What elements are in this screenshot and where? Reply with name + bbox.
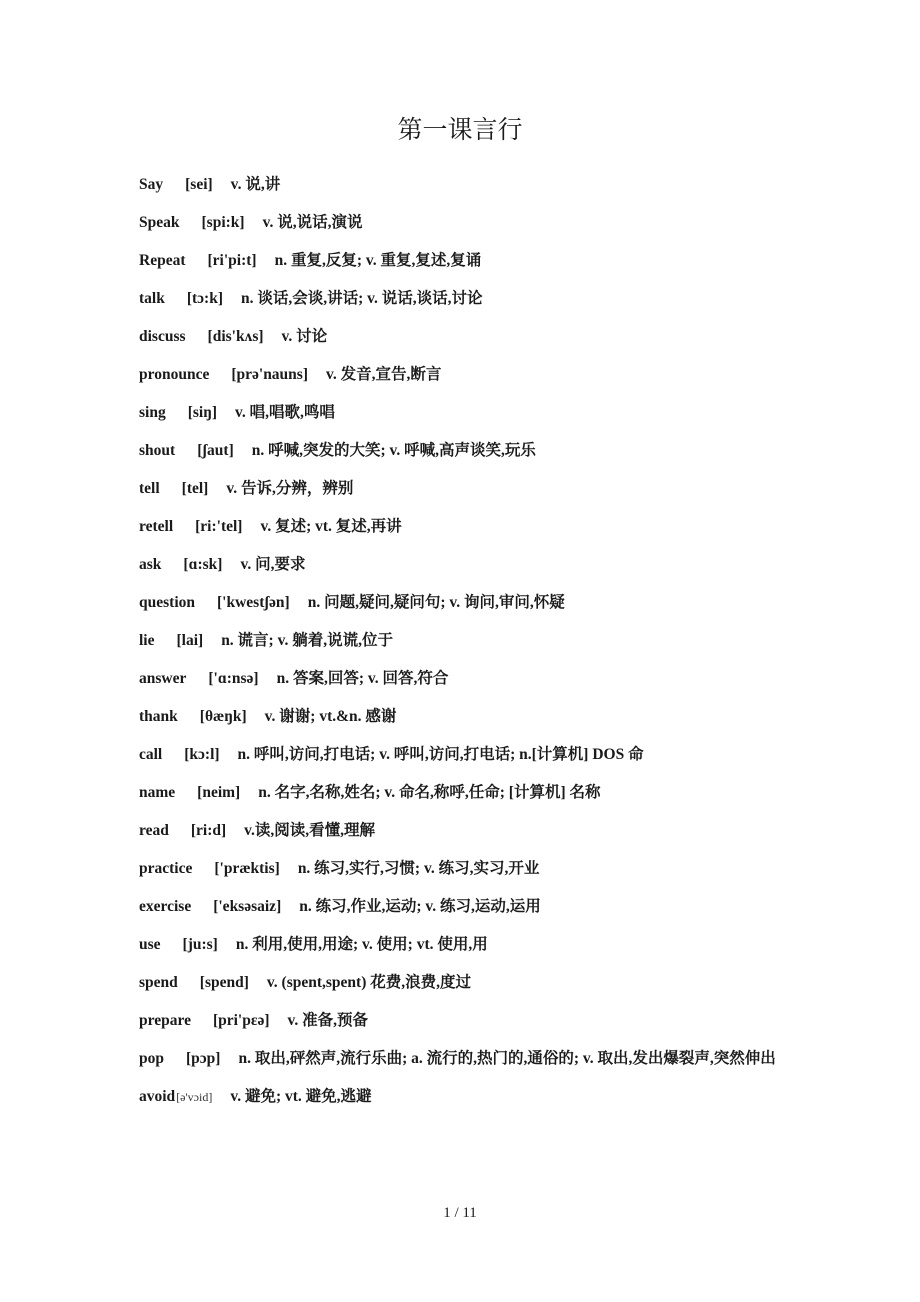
- vocab-definition: v. 唱,唱歌,鸣唱: [235, 404, 335, 421]
- vocab-phonetic: [ə'vɔid]: [176, 1090, 213, 1104]
- vocab-phonetic: [pɔp]: [186, 1050, 221, 1067]
- vocab-word: thank: [139, 708, 178, 725]
- vocab-phonetic: ['ɑ:nsə]: [208, 670, 259, 687]
- vocab-phonetic: [tel]: [181, 480, 209, 497]
- vocab-phonetic: [lai]: [176, 632, 204, 649]
- vocab-entry: [139, 660, 791, 698]
- vocab-entry: [139, 470, 791, 508]
- vocab-word: lie: [139, 632, 155, 649]
- vocab-entry: [139, 926, 791, 964]
- vocab-entry: [139, 812, 791, 850]
- vocab-entry: [139, 166, 791, 204]
- vocab-definition: n. 利用,使用,用途; v. 使用; vt. 使用,用: [235, 936, 488, 953]
- vocab-phonetic: [ɑ:sk]: [183, 556, 223, 573]
- vocab-definition: n. 名字,名称,姓名; v. 命名,称呼,任命; [计算机] 名称: [258, 784, 601, 801]
- vocab-word: Speak: [139, 214, 180, 231]
- vocab-definition: v. (spent,spent) 花费,浪费,度过: [266, 974, 471, 991]
- vocab-entry: [139, 888, 791, 926]
- vocabulary-list: [139, 166, 791, 1116]
- vocab-word: answer: [139, 670, 187, 687]
- vocab-phonetic: [ri:'tel]: [195, 518, 243, 535]
- page-title: 第一课言行: [397, 117, 523, 144]
- vocab-entry: [139, 432, 791, 470]
- vocab-word: Repeat: [139, 252, 186, 269]
- vocab-word: question: [139, 594, 195, 611]
- vocab-definition: v. 发音,宣告,断言: [326, 366, 442, 383]
- vocab-entry: [139, 394, 791, 432]
- vocab-phonetic: [ri:d]: [190, 822, 227, 839]
- vocab-definition: n. 答案,回答; v. 回答,符合: [276, 670, 449, 687]
- vocab-definition: n. 谈话,会谈,讲话; v. 说话,谈话,讨论: [241, 290, 483, 307]
- vocab-definition: v. 谢谢; vt.&n. 感谢: [264, 708, 397, 725]
- vocab-phonetic: ['eksəsaiz]: [213, 898, 282, 915]
- vocab-entry: [139, 1040, 791, 1078]
- vocab-definition: n. 谎言; v. 躺着,说谎,位于: [221, 632, 393, 649]
- vocab-phonetic: [ʃaut]: [197, 442, 234, 459]
- vocab-word: pronounce: [139, 366, 210, 383]
- vocab-entry: [139, 774, 791, 812]
- vocab-word: shout: [139, 442, 176, 459]
- vocab-entry: [139, 584, 791, 622]
- vocab-entry: [139, 1078, 791, 1116]
- vocab-entry: [139, 318, 791, 356]
- vocab-word: exercise: [139, 898, 192, 915]
- vocab-definition: v. 复述; vt. 复述,再讲: [260, 518, 402, 535]
- vocab-definition: n. 呼叫,访问,打电话; v. 呼叫,访问,打电话; n.[计算机] DOS 命: [237, 746, 644, 763]
- vocab-word: discuss: [139, 328, 186, 345]
- vocab-entry: [139, 280, 791, 318]
- vocab-phonetic: [dis'kʌs]: [207, 328, 264, 345]
- vocab-entry: [139, 1002, 791, 1040]
- vocab-phonetic: [ri'pi:t]: [207, 252, 257, 269]
- vocab-word: use: [139, 936, 161, 953]
- vocab-phonetic: [tɔ:k]: [186, 290, 223, 307]
- vocab-entry: [139, 242, 791, 280]
- vocab-definition: v. 讨论: [281, 328, 328, 345]
- vocab-word: call: [139, 746, 163, 763]
- vocab-entry: [139, 698, 791, 736]
- vocab-entry: [139, 508, 791, 546]
- vocab-entry: [139, 622, 791, 660]
- vocab-definition: n. 练习,实行,习惯; v. 练习,实习,开业: [297, 860, 540, 877]
- vocab-definition: v. 说,说话,演说: [262, 214, 363, 231]
- vocab-word: spend: [139, 974, 178, 991]
- vocab-phonetic: [sei]: [185, 176, 213, 193]
- vocab-phonetic: [kɔ:l]: [184, 746, 220, 763]
- vocab-entry: [139, 356, 791, 394]
- vocab-definition: v.读,阅读,看懂,理解: [244, 822, 376, 839]
- vocab-word: pop: [139, 1050, 164, 1067]
- vocab-word: prepare: [139, 1012, 191, 1029]
- vocab-word: tell: [139, 480, 160, 497]
- vocab-word: practice: [139, 860, 193, 877]
- vocab-entry: [139, 964, 791, 1002]
- vocab-definition: n. 重复,反复; v. 重复,复述,复诵: [274, 252, 482, 269]
- vocab-entry: [139, 736, 791, 774]
- vocab-definition: v. 告诉,分辨，辨别: [226, 480, 354, 497]
- vocab-phonetic: [spend]: [199, 974, 249, 991]
- page-number: 1 / 11: [443, 1205, 477, 1221]
- vocab-phonetic: [siŋ]: [187, 404, 218, 421]
- vocab-word: name: [139, 784, 176, 801]
- vocab-word: ask: [139, 556, 162, 573]
- vocab-definition: n. 呼喊,突发的大笑; v. 呼喊,高声谈笑,玩乐: [251, 442, 536, 459]
- vocab-definition: v. 准备,预备: [287, 1012, 369, 1029]
- vocab-phonetic: [θæŋk]: [199, 708, 247, 725]
- vocab-word: avoid: [139, 1088, 176, 1105]
- vocab-definition: v. 避免; vt. 避免,逃避: [230, 1088, 372, 1105]
- vocab-definition: v. 问,要求: [240, 556, 306, 573]
- vocab-definition: n. 问题,疑问,疑问句; v. 询问,审问,怀疑: [307, 594, 565, 611]
- vocab-word: sing: [139, 404, 166, 421]
- vocab-phonetic: [neim]: [197, 784, 241, 801]
- vocab-phonetic: [prə'nauns]: [231, 366, 308, 383]
- vocab-entry: [139, 850, 791, 888]
- vocab-entry: [139, 204, 791, 242]
- vocab-phonetic: [spi:k]: [201, 214, 245, 231]
- vocab-entry: [139, 546, 791, 584]
- vocab-definition: v. 说,讲: [230, 176, 281, 193]
- vocab-word: Say: [139, 176, 164, 193]
- vocab-word: read: [139, 822, 169, 839]
- vocab-phonetic: ['kwestʃən]: [217, 594, 290, 611]
- vocab-definition: n. 取出,砰然声,流行乐曲; a. 流行的,热门的,通俗的; v. 取出,发出爆裂声,突然伸出: [238, 1050, 776, 1067]
- vocab-definition: n. 练习,作业,运动; v. 练习,运动,运用: [299, 898, 541, 915]
- vocab-phonetic: [ju:s]: [182, 936, 218, 953]
- vocab-phonetic: [pri'pɛə]: [212, 1012, 270, 1029]
- vocab-word: talk: [139, 290, 165, 307]
- vocab-phonetic: ['præktis]: [214, 860, 280, 877]
- vocab-word: retell: [139, 518, 174, 535]
